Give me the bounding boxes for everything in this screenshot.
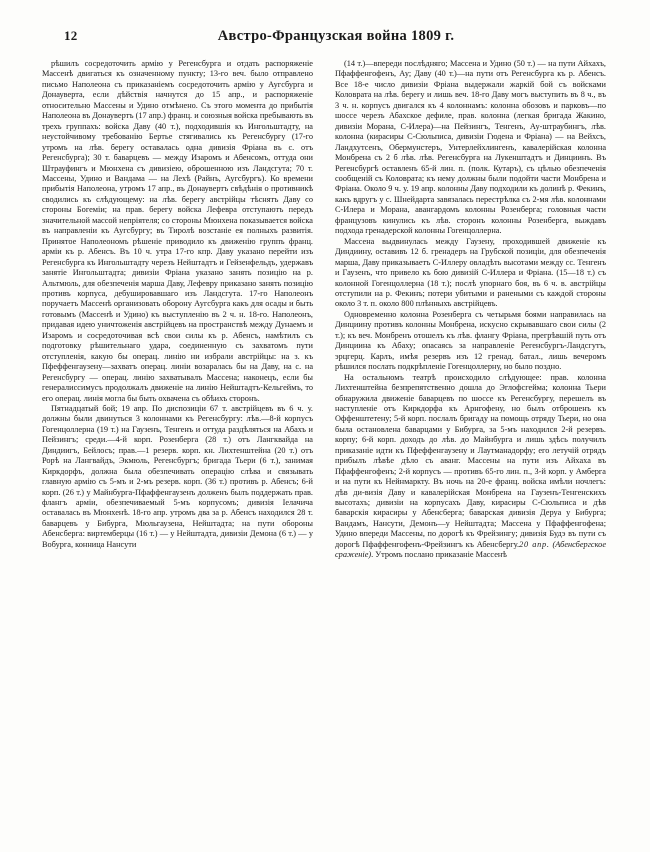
paragraph-final: [335, 373, 606, 561]
date-marker: 20 апр.: [519, 539, 550, 549]
text-columns: [42, 59, 608, 561]
paragraph-text: На остальномъ театрѣ происходило слѣдующее: прав. колонна Лихтенштейна безпрепятственно дошла до Эглофсгейма; колонна Тьери обнаружила движеніе баварцевъ по шоссе къ Регенсбургу, перешелъ въ наступленіе отъ Киркдорфа къ Арнгофену, но былъ отброшенъ къ Оффенштетену; 5-й корп. послалъ бригаду на помощь отряду Тьери, но она была остановлена баварцами у Бибурга, за 5-мъ находился 2-й резервъ. корпу; 6-й корп. доходъ до лѣв. до Майнбурга и лишь здѣсь получилъ приказаніе идти къ Пфеффенгаузену и Лаутманадорфу; его летучій отрядъ прибылъ лѣвѣе дѣло съ аванг. Массены на пути изъ Айхаха въ Пфаффенгофенъ; 2-й корпусъ — противъ 65-го лин. п., 3-й корп. у Амберга и на пути къ Нейнмаркту. Въ ночь на 20-е франц. войска имѣли ночлегъ: дѣв ди-визія Даву и кавалерійская Монбрена на Гаузенъ-Тенгенскихъ высотахъ; дивизіи на корпусахъ Даву, кирасиры С-Сюльписа и дѣв баварскія кирасиры у Абенсберга; баварская дивизія Деруа у Бибурга; Вандамъ, Нансути, Демонъ—у Нейштадта; Массена у Пфаффенгофена; Удино впереди Массены, по дорогѣ къ Фрейзингу; дивизія Будэ въ пути съ дорогѣ Пфаффенгофенъ-Фрейзингъ къ Абенсбергу.: [335, 372, 606, 549]
paragraph: (14 т.)—впереди послѣдняго; Массена и Удино (50 т.) — на пути Айхахъ, Пфаффенгофенъ, Ау; Даву (40 т.)—на пути отъ Регенсбурга къ р. Абенсъ. Все 18-е число дивизіи Фріана выдержали жаркій бой съ войсками Коловрата на лѣв. берегу и лишь веч. 18-го Даву могъ выступить въ 8 ч., въ 3 ч. н. корпусъ двигался къ 4 колоннамъ: колонна обозовъ и парковъ—по шоссе черезъ Абахское дефиле, прав. колонна (легкая бригада Жакино, дивизіи Морана, С-Илера)—на Пейзингъ, Тенгенъ, Ау-штраубингъ, лѣв. колонна (кирасиры С-Сюльписа, дивизіи Гюдена и Фріана) — на Вейхсъ, Ландхутсенъ, Обермунстеръ, Унтерлейхлингенъ, кавалерійская колонна Монбрена съ 2 б лѣв. лѣв. Регенсбурга на Лукенштадтъ и Динциинъ. Въ Регенсбургѣ оставленъ 65-й лин. п. (полк. Кутаръ), съ цѣлью обезпеченія сообщеній съ Коловрата; къ нему должны были подойти части Монбрена и Фріана. Около 9 ч. у. 19 апр. колонны Даву подходили къ долинѣ р. Фекинъ, какъ вдругъ у с. Шнейдарта завязалась перестрѣлка съ 2-мя лѣв. колоннами С-Илера и Морана, авангардомъ колонны Розенберга; головныя части французовъ кинулись къ лѣв. сторонъ колонны Розенберга, выждавъ подхода гренадерской колонны Гогенцоллерна.: [335, 59, 606, 236]
paragraph: Массена выдвинулась между Гаузену, проходившей движеніе къ Диндиину, оставивъ 12 б. гренадеръ на Грубской позиціи, для обезпеченія марша, Даву приказываетъ С-Иллеру овладѣть высотами между сс. Тенгенъ и Гаузенъ, что привело къ бою дивизій С-Иллера и Фріана. (15—18 т.) съ колонной Гогенцоллерна (18 т.); послѣ упорнаго боя, въ 6 ч. в. австрійцы отступили на р. Фекинъ; потери убитыми и ранеными съ каждой стороны около 3 т. п. около 800 плѣнныхъ австрійцевъ.: [335, 236, 606, 309]
paragraph: Пятнадцатый бой; 19 апр. По диспозиціи 67 т. австрійцевъ въ 6 ч. у. должны были двинуться 3 колоннами къ Регенсбургу: лѣв.—8-й корпусъ Гогенцоллерна (19 т.) на Гаузенъ, Тенгенъ и оттуда раздѣляться на Абахъ и Пейзингъ; среди.—4-й корп. Розенберга (28 т.) отъ Лангквайда на Диндиигъ, Бейлосъ; прав.—1 резерв. корп. кн. Лихтенштейна (20 т.) отъ Рорѣ на Лангвайдъ, Экмюль, Регенсбургъ; бригада Тьери (6 т.), занимая Киркдорфъ, должна была обезпечивать операцію слѣва и связывать главную армію съ 5-мъ и 2-мъ резерв. корп. (36 т.) противъ р. Абенсъ; 6-й корп. (26 т.) у Майнбурга-Пфаффенгаузенъ долженъ былъ поддержать прав. флангъ арміи, обезпечиваемый 5-мъ корпусомъ; дивизія Іелачича оставалась въ Мюнхенѣ. 18-го апр. утромъ два за р. Абенсъ находился 28 т. баварцевъ у Бибурга, Мюльгаузена, Нейштадта; на пути обороны Абенсберга: виртемберцы (16 т.) — у Нейштадта, дивизіи Демона (6 т.) — у Вобурга, конница Нансути: [42, 403, 313, 549]
paragraph: рѣшилъ сосредоточить армію у Регенсбурга и отдать распоряженіе Массенѣ двигаться къ означенному пункту; 13-го веч. было отправлено письмо Наполеона съ приказаніемъ сосредоточить армію у Аугсбурга и Донауверта, если дѣйствія начнутся до 15 апр., и распоряженіе относительно Массены и Удино отмѣнено. Съ этого момента до прибытія Наполеона въ Донаувертъ (17 апр.) франц. и союзныя войска пребывають въ трехъ группахъ: войска Даву (40 т.), подходившія къ Ингольштадту, на неустойчивому требованію Бертье стягивались къ Регенсбургу (17-го утромъ на лѣв. берегу оставалась одна дивизія Фріана въ с. отъ Регенсбурга); 30 т. баварцевъ — между Изаромъ и Абенсомъ, оттуда они Штрауфингъ и Мюнхена съ дивизіею, оброшенною изъ Ландсгута; 70 т. Массены, Удино и Вандама — на Лехѣ (Райнъ, Аугсбургъ). Ко времени прибытія Наполеона, утромъ 17 апр., въ Донаувертъ свѣдѣнія о противникѣ сводились къ слѣдующему: на лѣв. берегу австрійцы тѣснятъ Даву со стороны Богеміи; на прав. берегу войска Лефевра отступаютъ передъ значительной массой непріятеля; со стороны Мюнхена показывается войска въ направленіи къ Аугсбургу; въ Тиролѣ возстаніе ея полныхъ развитія. Принятое Наполеономъ рѣшеніе приводило къ движенію группъ франц. арміи къ р. Абенсъ. Въ 10 ч. утра 17-го кпр. Даву указано перейти изъ Регенсбурга къ Ингольштадту черезъ Нейштадтъ и Гейзенфельдъ, удержавъ занятіе Ингольштадта; дивизіи Фріана указано занять позицію на р. Альтмюль, для обезпеченія марша Даву, Лефевру приказано занять позицію противъ корпуса, дебушировавшаго изъ Ландсгута. 17-го Наполеонъ поручаетъ Массенѣ организовать оборону Аугсбурга какъ для осады и быть готовымъ (Массенѣ и Удино) къ выступленію въ 2 ч. н. 18-го. Наполеонъ, придавая идею уничтоженія австрійцевъ на пространствѣ между Дунаемъ и Изаромъ и сосредоточивая всѣ свои силы къ р. Абенсъ, намѣтилъ съ подготовку рѣшительнаго удара, соединенную съ захватомъ пути отступленія, какую бы операц. линію ни избрали австрійцы: на з. къ Пфеффенгаузену—захватъ операц. линіи возаралась бы на Даву, на с. на Регенсбургу — операц. линію захватывалъ Массена; наконецъ, если бы генералиссимусъ продолжалъ движеніе на линію Нейштадтъ-Кельгеймъ, то его операц. линія могла бы быть охвачена съ обѣихъ сторонъ.: [42, 59, 313, 403]
column-left: [42, 59, 313, 550]
page-number: 12: [64, 28, 78, 43]
column-right: [335, 59, 606, 561]
running-title: Австро-Французская война 1809 г.: [217, 28, 455, 44]
closing-text: . Утромъ послано приказаніе Массенѣ: [371, 550, 507, 560]
paragraph: Одновременно колонна Розенберга съ четырьмя боями направилась на Динциину противъ колонны Монбрена, искусно скрывавшаго свои силы (2 т.); къ веч. Монбренъ отошелъ къ лѣв. флангу Фріана, прегрѣвшій путь отъ Динциина къ Абаху; опасаясь за направленіе Регенсбургъ-Ландсгутъ, эрцгерц. Карлъ, имѣя резервъ изъ 12 гренад. батал., лишь вечеромъ рѣшился послать подкрѣпленіе Гогенцоллерну, но было поздно.: [335, 309, 606, 372]
page-header: [42, 28, 608, 45]
battle-title: (Абенсбергское сраженіе): [335, 539, 607, 560]
